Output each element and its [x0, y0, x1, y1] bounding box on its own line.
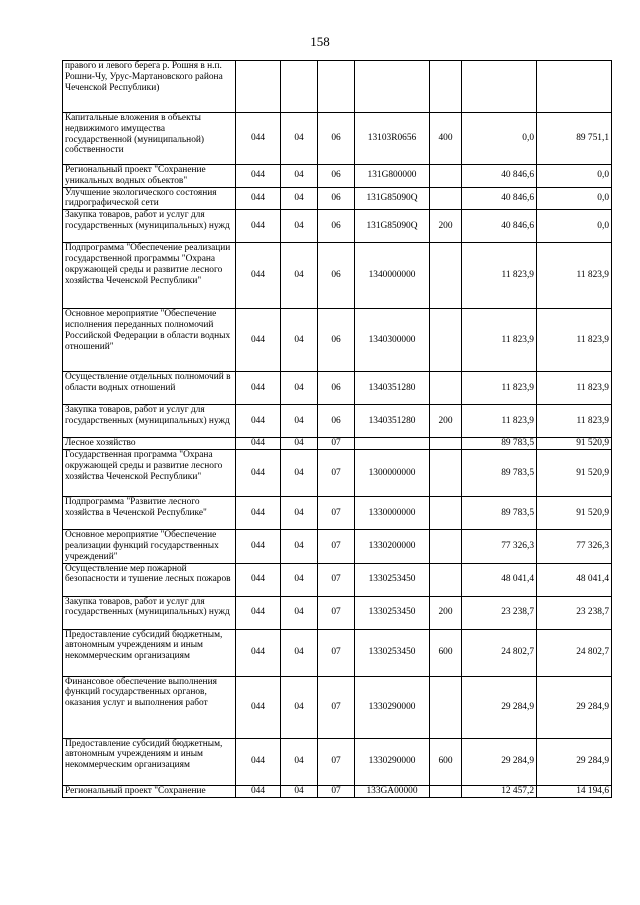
subsection-code-cell: 06: [318, 187, 355, 210]
table-row: [63, 187, 612, 210]
amount-year-2-cell: 24 802,7: [537, 629, 612, 676]
ministry-code-cell: 044: [236, 450, 281, 497]
target-article-cell: 1330253450: [355, 596, 430, 629]
amount-year-1-cell: 48 041,4: [462, 563, 537, 596]
ministry-code-cell: 044: [236, 113, 281, 165]
subsection-code-cell: [318, 61, 355, 113]
target-article-cell: 1340300000: [355, 309, 430, 372]
amount-year-1-cell: 24 802,7: [462, 629, 537, 676]
target-article-cell: 1330290000: [355, 676, 430, 738]
ministry-code-cell: 044: [236, 309, 281, 372]
expense-type-cell: [430, 563, 462, 596]
amount-year-2-cell: 91 520,9: [537, 450, 612, 497]
amount-year-1-cell: 0,0: [462, 113, 537, 165]
amount-year-1-cell: 89 783,5: [462, 497, 537, 530]
row-name-cell: Основное мероприятие "Обеспечение реализации функций государственных учреждений": [63, 530, 236, 563]
ministry-code-cell: 044: [236, 243, 281, 309]
subsection-code-cell: 07: [318, 629, 355, 676]
expense-type-cell: 200: [430, 210, 462, 243]
section-code-cell: 04: [281, 405, 318, 438]
row-name-cell: Капитальные вложения в объекты недвижимого имущества государственной (муниципальной) собственности: [63, 113, 236, 165]
amount-year-1-cell: 89 783,5: [462, 438, 537, 450]
section-code-cell: [281, 61, 318, 113]
row-name-cell: Предоставление субсидий бюджетным, автономным учреждениям и иным некоммерческим организациям: [63, 629, 236, 676]
amount-year-1-cell: 23 238,7: [462, 596, 537, 629]
ministry-code-cell: 044: [236, 438, 281, 450]
expense-type-cell: [430, 450, 462, 497]
ministry-code-cell: 044: [236, 596, 281, 629]
section-code-cell: 04: [281, 738, 318, 785]
section-code-cell: 04: [281, 113, 318, 165]
section-code-cell: 04: [281, 438, 318, 450]
target-article-cell: 1330000000: [355, 497, 430, 530]
subsection-code-cell: 07: [318, 676, 355, 738]
target-article-cell: 1340000000: [355, 243, 430, 309]
expense-type-cell: 600: [430, 629, 462, 676]
expense-type-cell: [430, 187, 462, 210]
table-row: [63, 438, 612, 450]
table-row: [63, 61, 612, 113]
subsection-code-cell: 06: [318, 243, 355, 309]
amount-year-1-cell: 40 846,6: [462, 165, 537, 188]
subsection-code-cell: 06: [318, 405, 355, 438]
section-code-cell: 04: [281, 563, 318, 596]
amount-year-1-cell: [462, 61, 537, 113]
target-article-cell: 131G85090Q: [355, 187, 430, 210]
budget-table-body: [63, 61, 612, 798]
expense-type-cell: [430, 372, 462, 405]
section-code-cell: 04: [281, 210, 318, 243]
section-code-cell: 04: [281, 243, 318, 309]
row-name-cell: Лесное хозяйство: [63, 438, 236, 450]
amount-year-1-cell: 77 326,3: [462, 530, 537, 563]
amount-year-1-cell: 29 284,9: [462, 738, 537, 785]
row-name-cell: Осуществление отдельных полномочий в области водных отношений: [63, 372, 236, 405]
target-article-cell: 131G85090Q: [355, 210, 430, 243]
table-row: [63, 210, 612, 243]
amount-year-2-cell: 23 238,7: [537, 596, 612, 629]
target-article-cell: 1340351280: [355, 405, 430, 438]
ministry-code-cell: 044: [236, 629, 281, 676]
table-row: [63, 530, 612, 563]
row-name-cell: Закупка товаров, работ и услуг для государственных (муниципальных) нужд: [63, 405, 236, 438]
amount-year-2-cell: 0,0: [537, 187, 612, 210]
row-name-cell: Закупка товаров, работ и услуг для государственных (муниципальных) нужд: [63, 596, 236, 629]
ministry-code-cell: 044: [236, 497, 281, 530]
table-row: [63, 243, 612, 309]
ministry-code-cell: 044: [236, 530, 281, 563]
amount-year-2-cell: 29 284,9: [537, 738, 612, 785]
expense-type-cell: [430, 785, 462, 797]
table-row: [63, 113, 612, 165]
subsection-code-cell: 07: [318, 438, 355, 450]
amount-year-2-cell: [537, 61, 612, 113]
expense-type-cell: 200: [430, 405, 462, 438]
ministry-code-cell: 044: [236, 785, 281, 797]
subsection-code-cell: 06: [318, 113, 355, 165]
amount-year-2-cell: 91 520,9: [537, 438, 612, 450]
ministry-code-cell: 044: [236, 405, 281, 438]
target-article-cell: 1330253450: [355, 563, 430, 596]
amount-year-2-cell: 11 823,9: [537, 372, 612, 405]
amount-year-1-cell: 12 457,2: [462, 785, 537, 797]
row-name-cell: Региональный проект "Сохранение уникальных водных объектов": [63, 165, 236, 188]
row-name-cell: Основное мероприятие "Обеспечение исполнения переданных полномочий Российской Федерации в области водных отношений": [63, 309, 236, 372]
row-name-cell: Подпрограмма "Развитие лесного хозяйства в Чеченской Республике": [63, 497, 236, 530]
amount-year-2-cell: 77 326,3: [537, 530, 612, 563]
section-code-cell: 04: [281, 497, 318, 530]
amount-year-2-cell: 48 041,4: [537, 563, 612, 596]
page-number: 158: [310, 34, 330, 49]
expense-type-cell: [430, 61, 462, 113]
subsection-code-cell: 07: [318, 497, 355, 530]
subsection-code-cell: 06: [318, 165, 355, 188]
section-code-cell: 04: [281, 530, 318, 563]
amount-year-1-cell: 11 823,9: [462, 243, 537, 309]
table-row: [63, 405, 612, 438]
section-code-cell: 04: [281, 372, 318, 405]
table-row: [63, 629, 612, 676]
ministry-code-cell: 044: [236, 165, 281, 188]
row-name-cell: Региональный проект "Сохранение: [63, 785, 236, 797]
amount-year-1-cell: 11 823,9: [462, 309, 537, 372]
target-article-cell: 133GA00000: [355, 785, 430, 797]
target-article-cell: 13103R0656: [355, 113, 430, 165]
subsection-code-cell: 07: [318, 563, 355, 596]
table-row: [63, 309, 612, 372]
expense-type-cell: [430, 165, 462, 188]
target-article-cell: 1330253450: [355, 629, 430, 676]
subsection-code-cell: 07: [318, 738, 355, 785]
table-row: [63, 738, 612, 785]
expense-type-cell: [430, 530, 462, 563]
subsection-code-cell: 06: [318, 309, 355, 372]
amount-year-2-cell: 0,0: [537, 165, 612, 188]
table-row: [63, 372, 612, 405]
table-row: [63, 596, 612, 629]
target-article-cell: 1330290000: [355, 738, 430, 785]
section-code-cell: 04: [281, 309, 318, 372]
ministry-code-cell: 044: [236, 563, 281, 596]
target-article-cell: 1330200000: [355, 530, 430, 563]
ministry-code-cell: 044: [236, 210, 281, 243]
table-row: [63, 563, 612, 596]
amount-year-1-cell: 40 846,6: [462, 210, 537, 243]
amount-year-1-cell: 11 823,9: [462, 372, 537, 405]
expense-type-cell: [430, 309, 462, 372]
ministry-code-cell: 044: [236, 372, 281, 405]
ministry-code-cell: 044: [236, 738, 281, 785]
expense-type-cell: [430, 676, 462, 738]
subsection-code-cell: 07: [318, 785, 355, 797]
row-name-cell: правого и левого берега р. Рошня в н.п. Рошни-Чу, Урус-Мартановского района Чеченской Республики): [63, 61, 236, 113]
section-code-cell: 04: [281, 165, 318, 188]
ministry-code-cell: 044: [236, 676, 281, 738]
subsection-code-cell: 07: [318, 596, 355, 629]
amount-year-2-cell: 29 284,9: [537, 676, 612, 738]
row-name-cell: Подпрограмма "Обеспечение реализации государственной программы "Охрана окружающей среды и развитие лесного хозяйства Чеченской Республики": [63, 243, 236, 309]
budget-table: [62, 60, 612, 798]
target-article-cell: [355, 438, 430, 450]
amount-year-1-cell: 29 284,9: [462, 676, 537, 738]
section-code-cell: 04: [281, 450, 318, 497]
table-row: [63, 785, 612, 797]
section-code-cell: 04: [281, 596, 318, 629]
expense-type-cell: 600: [430, 738, 462, 785]
target-article-cell: 1340351280: [355, 372, 430, 405]
target-article-cell: 131G800000: [355, 165, 430, 188]
subsection-code-cell: 07: [318, 450, 355, 497]
amount-year-1-cell: 11 823,9: [462, 405, 537, 438]
expense-type-cell: [430, 438, 462, 450]
amount-year-2-cell: 11 823,9: [537, 243, 612, 309]
table-row: [63, 450, 612, 497]
amount-year-1-cell: 89 783,5: [462, 450, 537, 497]
section-code-cell: 04: [281, 676, 318, 738]
ministry-code-cell: 044: [236, 187, 281, 210]
section-code-cell: 04: [281, 629, 318, 676]
expense-type-cell: [430, 497, 462, 530]
amount-year-2-cell: 91 520,9: [537, 497, 612, 530]
target-article-cell: [355, 61, 430, 113]
subsection-code-cell: 06: [318, 210, 355, 243]
section-code-cell: 04: [281, 785, 318, 797]
row-name-cell: Закупка товаров, работ и услуг для государственных (муниципальных) нужд: [63, 210, 236, 243]
row-name-cell: Улучшение экологического состояния гидрографической сети: [63, 187, 236, 210]
row-name-cell: Предоставление субсидий бюджетным, автономным учреждениям и иным некоммерческим организациям: [63, 738, 236, 785]
table-row: [63, 497, 612, 530]
amount-year-2-cell: 11 823,9: [537, 309, 612, 372]
expense-type-cell: 200: [430, 596, 462, 629]
amount-year-1-cell: 40 846,6: [462, 187, 537, 210]
amount-year-2-cell: 14 194,6: [537, 785, 612, 797]
section-code-cell: 04: [281, 187, 318, 210]
row-name-cell: Осуществление мер пожарной безопасности и тушение лесных пожаров: [63, 563, 236, 596]
ministry-code-cell: [236, 61, 281, 113]
amount-year-2-cell: 89 751,1: [537, 113, 612, 165]
amount-year-2-cell: 0,0: [537, 210, 612, 243]
subsection-code-cell: 07: [318, 530, 355, 563]
expense-type-cell: 400: [430, 113, 462, 165]
table-row: [63, 676, 612, 738]
expense-type-cell: [430, 243, 462, 309]
row-name-cell: Финансовое обеспечение выполнения функций государственных органов, оказания услуг и выполнения работ: [63, 676, 236, 738]
row-name-cell: Государственная программа "Охрана окружающей среды и развитие лесного хозяйства Чеченской Республики": [63, 450, 236, 497]
target-article-cell: 1300000000: [355, 450, 430, 497]
amount-year-2-cell: 11 823,9: [537, 405, 612, 438]
table-row: [63, 165, 612, 188]
subsection-code-cell: 06: [318, 372, 355, 405]
